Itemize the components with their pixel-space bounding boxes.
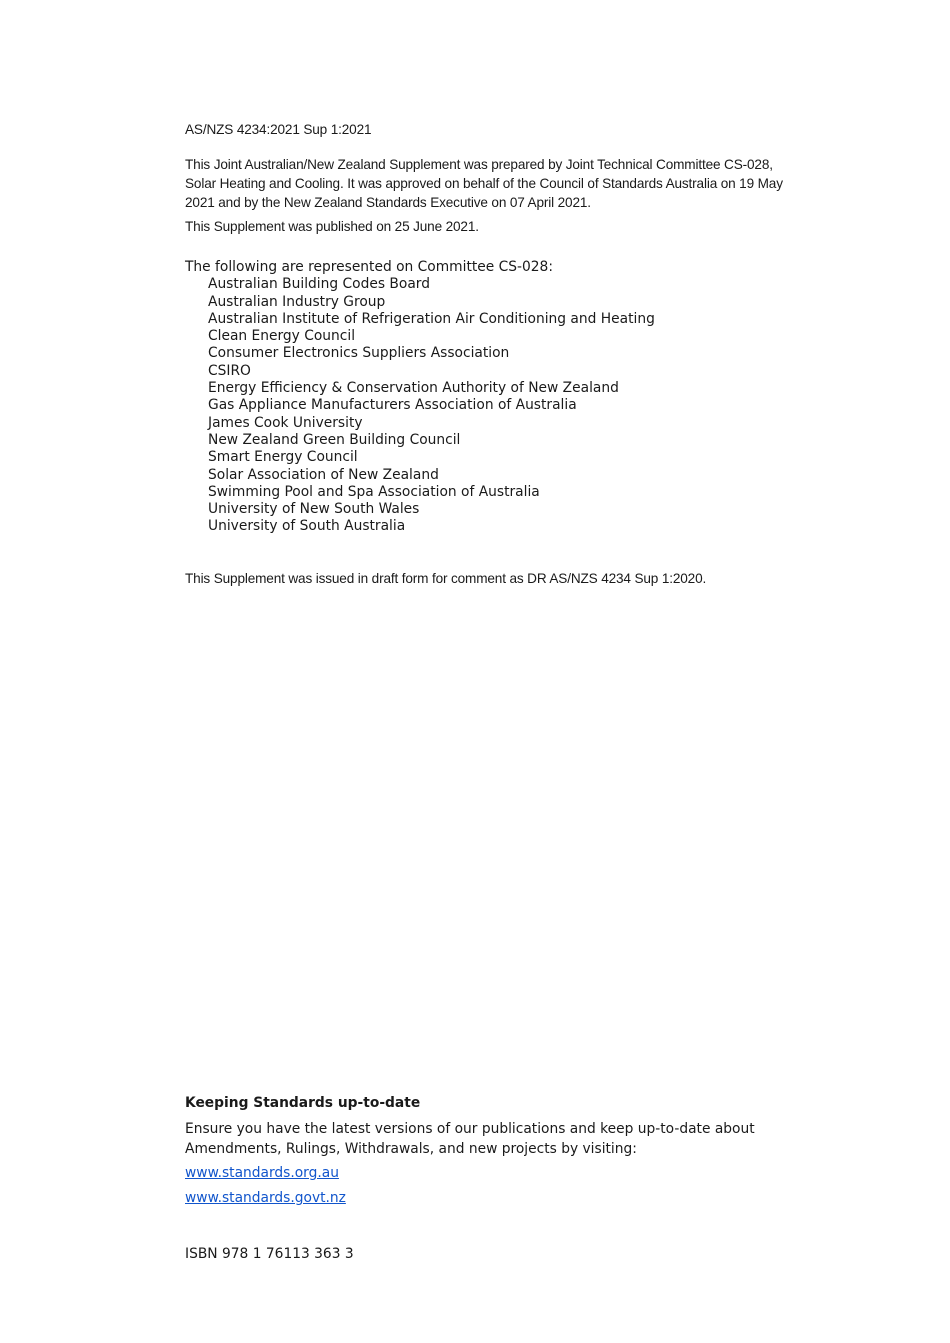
committee-block bbox=[185, 259, 655, 536]
committee-member-list bbox=[185, 276, 655, 535]
committee-member: Solar Association of New Zealand bbox=[208, 466, 439, 483]
committee-intro: The following are represented on Committee CS-028: bbox=[185, 259, 553, 275]
committee-member: Australian Institute of Refrigeration Air Conditioning and Heating bbox=[208, 310, 655, 327]
committee-member: Clean Energy Council bbox=[208, 328, 356, 345]
committee-member: Australian Industry Group bbox=[208, 293, 386, 310]
committee-member: Gas Appliance Manufacturers Association of Australia bbox=[208, 397, 577, 414]
committee-member: New Zealand Green Building Council bbox=[208, 431, 461, 448]
committee-member: James Cook University bbox=[208, 414, 363, 431]
committee-member: University of New South Wales bbox=[208, 501, 420, 518]
standards-nz-link[interactable]: www.standards.govt.nz bbox=[185, 1190, 346, 1206]
committee-member: Energy Efficiency & Conservation Authority of New Zealand bbox=[208, 380, 619, 397]
isbn: ISBN 978 1 76113 363 3 bbox=[185, 1246, 354, 1262]
document-identifier: AS/NZS 4234:2021 Sup 1:2021 bbox=[185, 122, 372, 137]
publication-date-note: This Supplement was published on 25 June 2021. bbox=[185, 219, 479, 234]
standards-au-link[interactable]: www.standards.org.au bbox=[185, 1165, 339, 1181]
committee-member: Consumer Electronics Suppliers Association bbox=[208, 345, 510, 362]
draft-note: This Supplement was issued in draft form for comment as DR AS/NZS 4234 Sup 1:2020. bbox=[185, 571, 707, 586]
committee-member: Australian Building Codes Board bbox=[208, 276, 430, 293]
committee-member: Smart Energy Council bbox=[208, 449, 358, 466]
committee-member: University of South Australia bbox=[208, 518, 406, 535]
keeping-up-to-date-heading: Keeping Standards up-to-date bbox=[185, 1095, 421, 1111]
committee-member: Swimming Pool and Spa Association of Australia bbox=[208, 483, 540, 500]
keeping-up-to-date-body: Ensure you have the latest versions of our publications and keep up-to-date about Amendments, Rulings, Withdrawals, and new projects by visiting: bbox=[185, 1121, 755, 1157]
committee-member: CSIRO bbox=[208, 362, 251, 379]
preparation-paragraph: This Joint Australian/New Zealand Supplement was prepared by Joint Technical Committee CS-028, Solar Heating and Cooling. It was approved on behalf of the Council of Standards Australia on 19 May 2021 and by the New Zealand Standards Executive on 07 April 2021. bbox=[185, 157, 783, 210]
